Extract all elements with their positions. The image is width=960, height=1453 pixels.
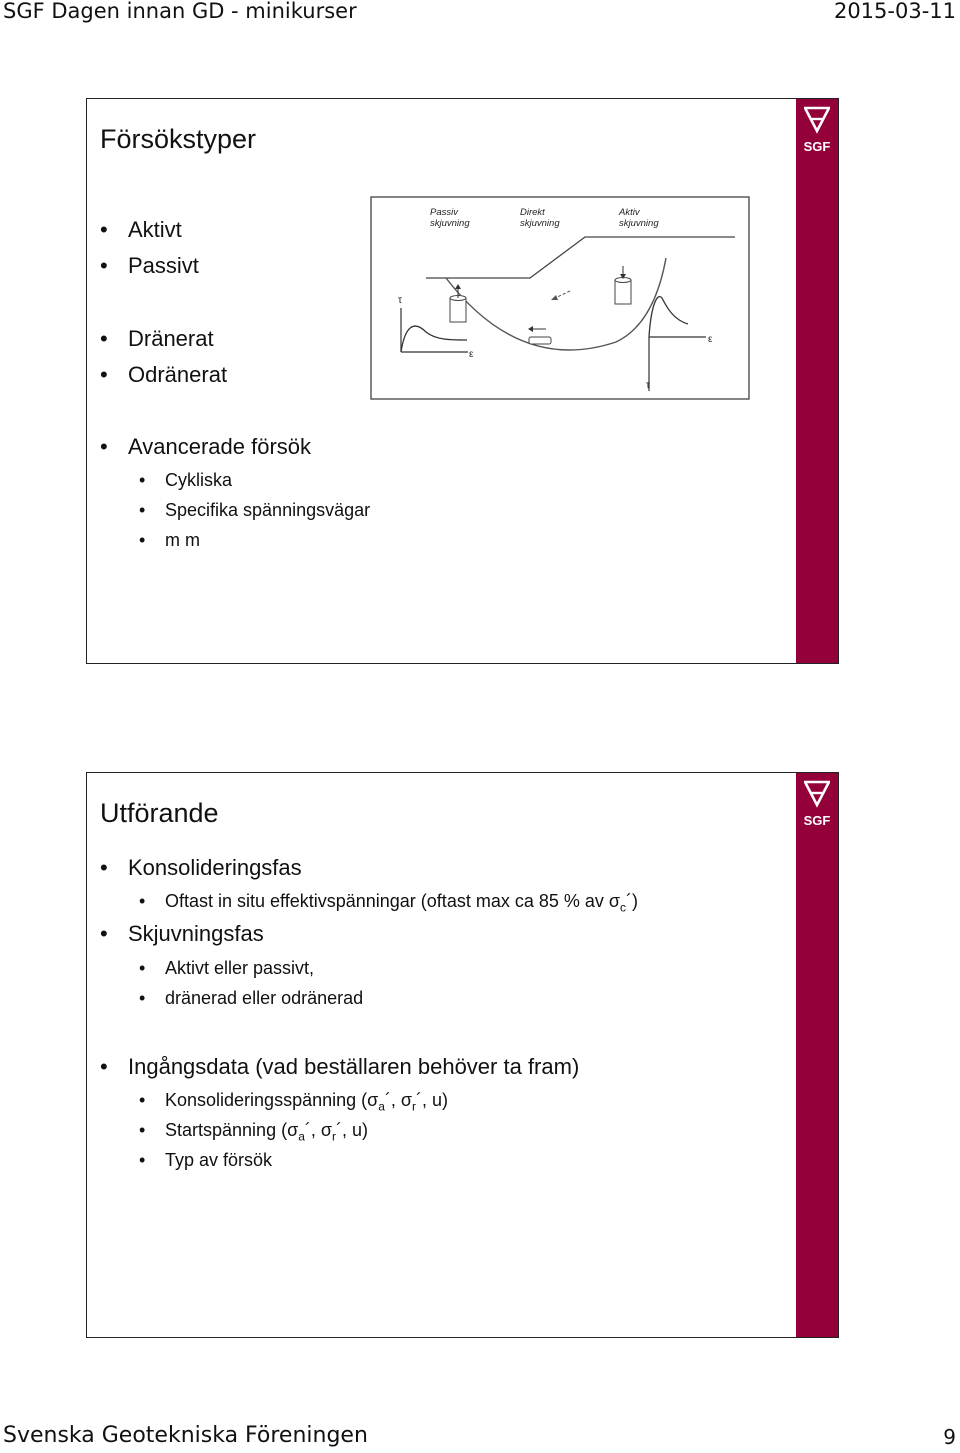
bullet-ingangsdata: • Ingångsdata (vad beställaren behöver ta fram) (100, 1054, 580, 1079)
svg-text:SGF: SGF (804, 139, 830, 154)
sub-bullet-cykliska: • Cykliska (139, 470, 233, 490)
label-passiv: Passiv (430, 207, 458, 218)
sub-bullet-spanningsvagar: • Specifika spänningsvägar (139, 500, 371, 520)
sgf-logo-icon (804, 105, 830, 155)
bullet-skjuvningsfas: • Skjuvningsfas (100, 921, 264, 946)
brand-band (796, 773, 838, 1337)
sgf-logo-icon (804, 779, 830, 829)
svg-text:SGF: SGF (804, 813, 830, 828)
slide-title: Utförande (100, 798, 219, 828)
page-footer (0, 1423, 960, 1453)
slide-forsokstyper (86, 98, 839, 664)
header-title: SGF Dagen innan GD - minikurser (3, 0, 357, 23)
sub-bullet-aktivt-passivt: • Aktivt eller passivt, (139, 958, 315, 978)
bullet-aktivt: • Aktivt (100, 217, 182, 242)
brand-band (796, 99, 838, 663)
header-date: 2015-03-11 (833, 0, 956, 23)
shear-test-diagram (370, 196, 750, 400)
slide-title: Försökstyper (100, 124, 257, 154)
label-passiv-2: skjuvning (430, 218, 470, 229)
tau-label-right: τ (646, 380, 650, 391)
bullet-odranerat: • Odränerat (100, 362, 228, 387)
bullet-passivt: • Passivt (100, 253, 199, 278)
sub-bullet-startspanning: • Startspänning ($\sigma_a´$, $\sigma_r´$, u) (139, 1120, 368, 1144)
slide-utforande (86, 772, 839, 1338)
page-number: 9 (943, 1425, 956, 1449)
bullet-avancerade: • Avancerade försök (100, 434, 312, 459)
sub-bullet-typ-av-forsok: • Typ av försök (139, 1150, 273, 1170)
sub-bullet-mm: • m m (139, 530, 200, 550)
eps-label-left: ε (469, 349, 474, 360)
page-header (0, 0, 960, 24)
eps-label-right: ε (708, 334, 713, 345)
tau-label-left: τ (398, 295, 402, 306)
sub-bullet-in-situ: • Oftast in situ effektivspänningar (oftast max ca 85 % av $\sigma_c´$) (139, 891, 638, 915)
sub-bullet-konsolideringsspanning: • Konsolideringsspänning ($\sigma_a´$, $\sigma_r´$, u) (139, 1090, 449, 1114)
label-aktiv-2: skjuvning (619, 218, 659, 229)
label-direkt: Direkt (520, 207, 545, 218)
label-aktiv: Aktiv (619, 207, 640, 218)
diagram-frame (371, 197, 749, 399)
sub-bullet-dranerad: • dränerad eller odränerad (139, 988, 364, 1008)
label-direkt-2: skjuvning (520, 218, 560, 229)
bullet-dranerat: • Dränerat (100, 326, 214, 351)
bullet-konsolideringsfas: • Konsolideringsfas (100, 855, 302, 880)
footer-organization: Svenska Geotekniska Föreningen (3, 1423, 368, 1448)
